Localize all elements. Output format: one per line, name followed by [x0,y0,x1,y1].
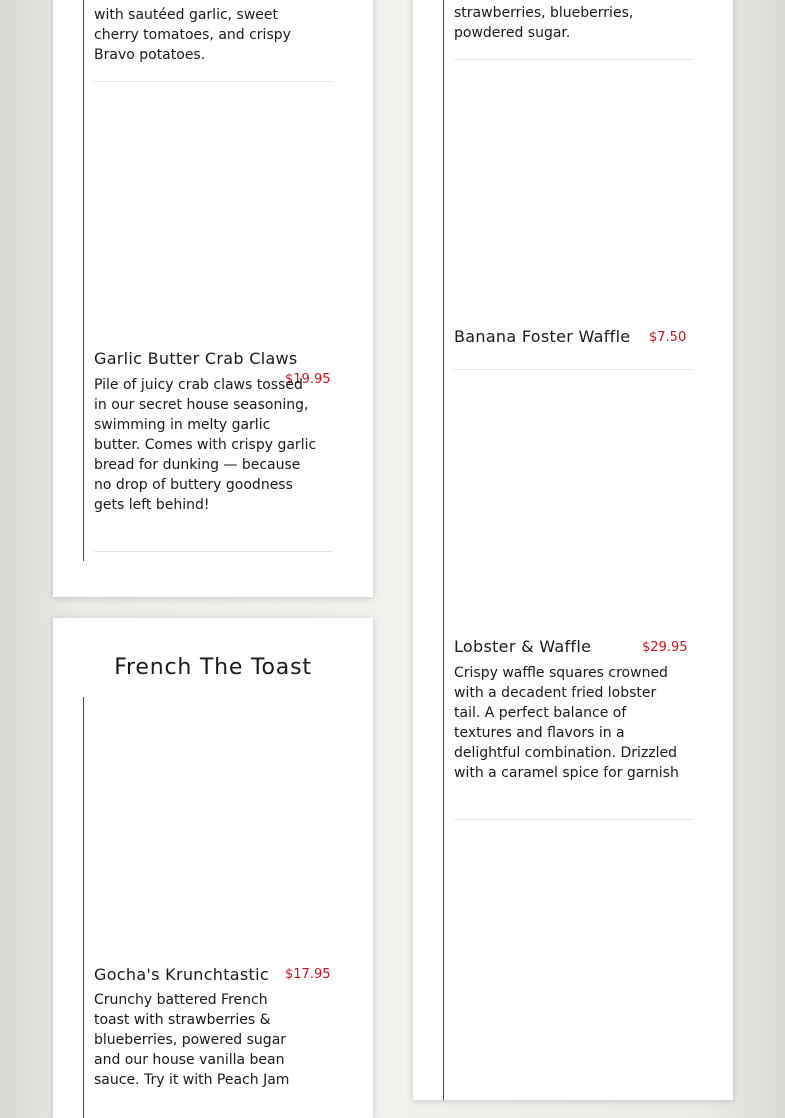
item-price: $17.95 [285,967,331,982]
item-separator [454,819,693,820]
item-separator [454,59,693,60]
item-separator [94,81,333,82]
accent-rail [83,0,84,561]
item-name[interactable]: Garlic Butter Crab Claws [94,349,298,368]
item-price: $7.50 [649,330,687,345]
item-description: Pile of juicy crab claws tossed in our secret house seasoning, swimming in melty garlic butter. Comes with crispy garlic bread for dunking — because no drop of buttery goodness gets left behind! [94,377,317,513]
menu-card-left-top [53,0,373,597]
item-description: Crunchy battered French toast with strawberries & blueberries, powered sugar and our house vanilla bean sauce. Try it with Peach Jam [94,992,290,1088]
item-photo[interactable] [454,70,693,310]
item-name[interactable]: Lobster & Waffle [454,637,592,656]
accent-rail [443,0,444,1100]
item-description: with sautéed garlic, sweet cherry tomatoes, and crispy Bravo potatoes. [94,7,291,63]
item-description: Crispy waffle squares crowned with a decadent fried lobster tail. A perfect balance of textures and flavors in a delightful combination. Drizzled with a caramel spice for garnish [454,665,679,781]
section-title: French The Toast [114,655,312,680]
item-photo[interactable] [94,90,333,330]
item-description: strawberries, blueberries, powdered sugar. [454,5,634,41]
menu-card-right [413,0,733,1100]
accent-rail [83,697,84,1118]
item-price: $29.95 [642,640,688,655]
item-separator [94,551,333,552]
item-name[interactable]: Gocha's Krunchtastic [94,965,269,984]
item-photo[interactable] [454,380,693,620]
item-photo[interactable] [454,830,693,1070]
item-price: $19.95 [285,372,331,387]
item-photo[interactable] [94,713,333,953]
item-separator [454,369,693,370]
menu-card-french-toast [53,618,373,1118]
item-name[interactable]: Banana Foster Waffle [454,327,631,346]
